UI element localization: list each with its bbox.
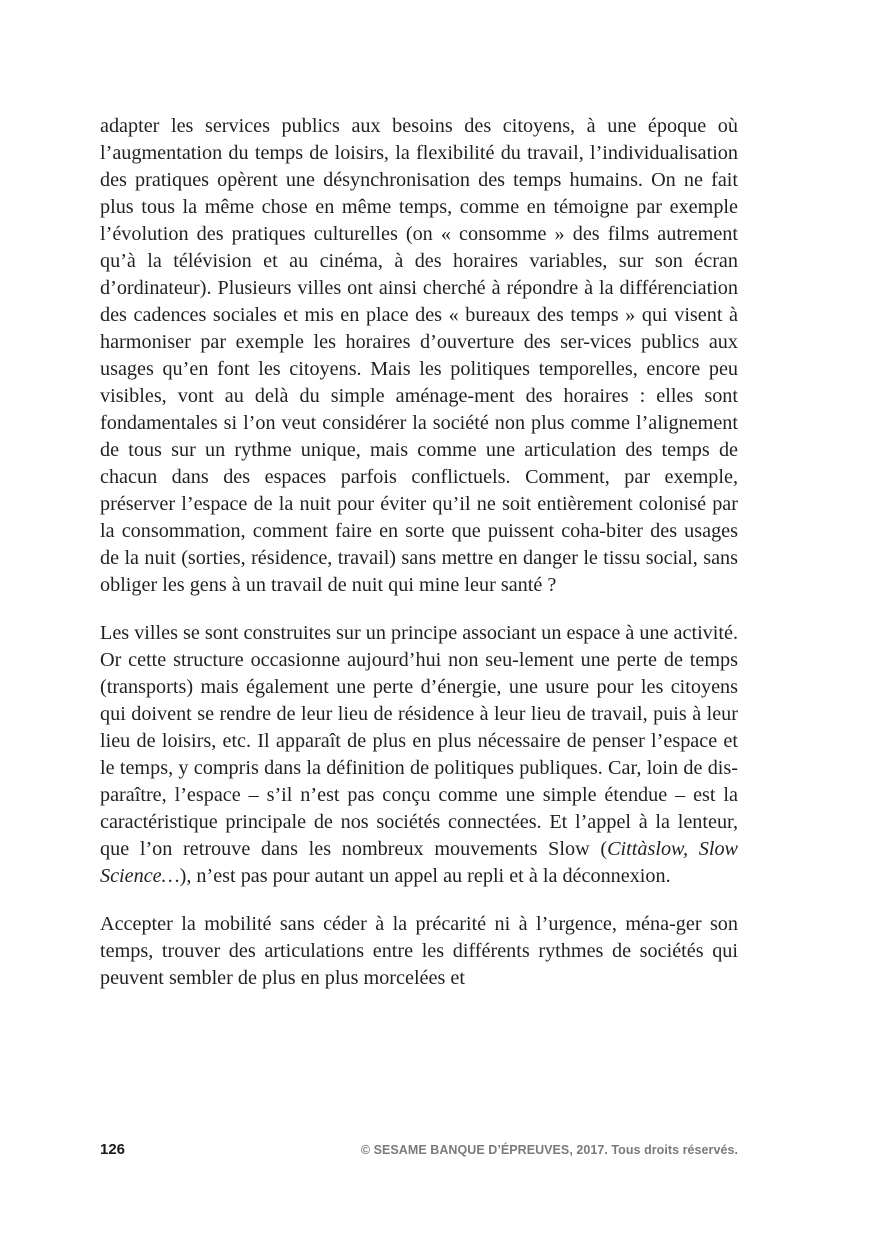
paragraph-1: adapter les services publics aux besoins des citoyens, à une époque où l’augmentation du temps de loisirs, la flexibilité du travail, l’individualisation des pratiques opèrent une désynchronisation des temps humains. On ne fait plus tous la même chose en même temps, comme en témoigne par exemple l’évolution des pratiques culturelles (on « consomme » des films autrement qu’à la télévision et au cinéma, à des horaires variables, sur son écran d’ordinateur). Plusieurs villes ont ainsi cherché à répondre à la différenciation des cadences sociales et mis en place des « bureaux des temps » qui visent à harmoniser par exemple les horaires d’ouverture des ser-vices publics aux usages qu’en font les citoyens. Mais les politiques temporelles, encore peu visibles, vont au delà du simple aménage-ment des horaires : elles sont fondamentales si l’on veut considérer la société non plus comme l’alignement de tous sur un rythme unique, mais comme une articulation des temps de chacun dans des espaces parfois conflictuels. Comment, par exemple, préserver l’espace de la nuit pour éviter qu’il ne soit entièrement colonisé par la consommation, comment faire en sorte que puissent coha-biter des usages de la nuit (sorties, résidence, travail) sans mettre en danger le tissu social, sans obliger les gens à un travail de nuit qui mine leur santé ? bbox=[100, 115, 738, 596]
paragraph-3: Accepter la mobilité sans céder à la précarité ni à l’urgence, ména-ger son temps, trouver des articulations entre les différents rythmes de sociétés qui peuvent sembler de plus en plus morcelées et bbox=[100, 913, 738, 989]
copyright-notice: © SESAME BANQUE D’ÉPREUVES, 2017. Tous droits réservés. bbox=[360, 1143, 738, 1157]
paragraph-2 bbox=[100, 620, 738, 890]
paragraph-2-italic-titles: Cittàslow, Slow Science… bbox=[100, 838, 738, 887]
paragraph-2-text-end: ), n’est pas pour autant un appel au repli et à la déconnexion. bbox=[179, 865, 671, 887]
page-footer bbox=[100, 1141, 738, 1163]
paragraph-2-text-start: Les villes se sont construites sur un principe associant un espace à une activité. Or cette structure occasionne aujourd’hui non seu-lement une perte de temps (transports) mais également une perte d’énergie, une usure pour les citoyens qui doivent se rendre de leur lieu de résidence à leur lieu de travail, puis à leur lieu de loisirs, etc. Il apparaît de plus en plus nécessaire de penser l’espace et le temps, y compris dans la définition de politiques publiques. Car, loin de dis-paraître, l’espace – s’il n’est pas conçu comme une simple étendue – est la caractéristique principale de nos sociétés connectées. Et l’appel à la lenteur, que l’on retrouve dans les nombreux mouvements Slow ( bbox=[100, 622, 738, 860]
page-number: 126 bbox=[100, 1141, 126, 1158]
document-body bbox=[100, 113, 738, 1013]
